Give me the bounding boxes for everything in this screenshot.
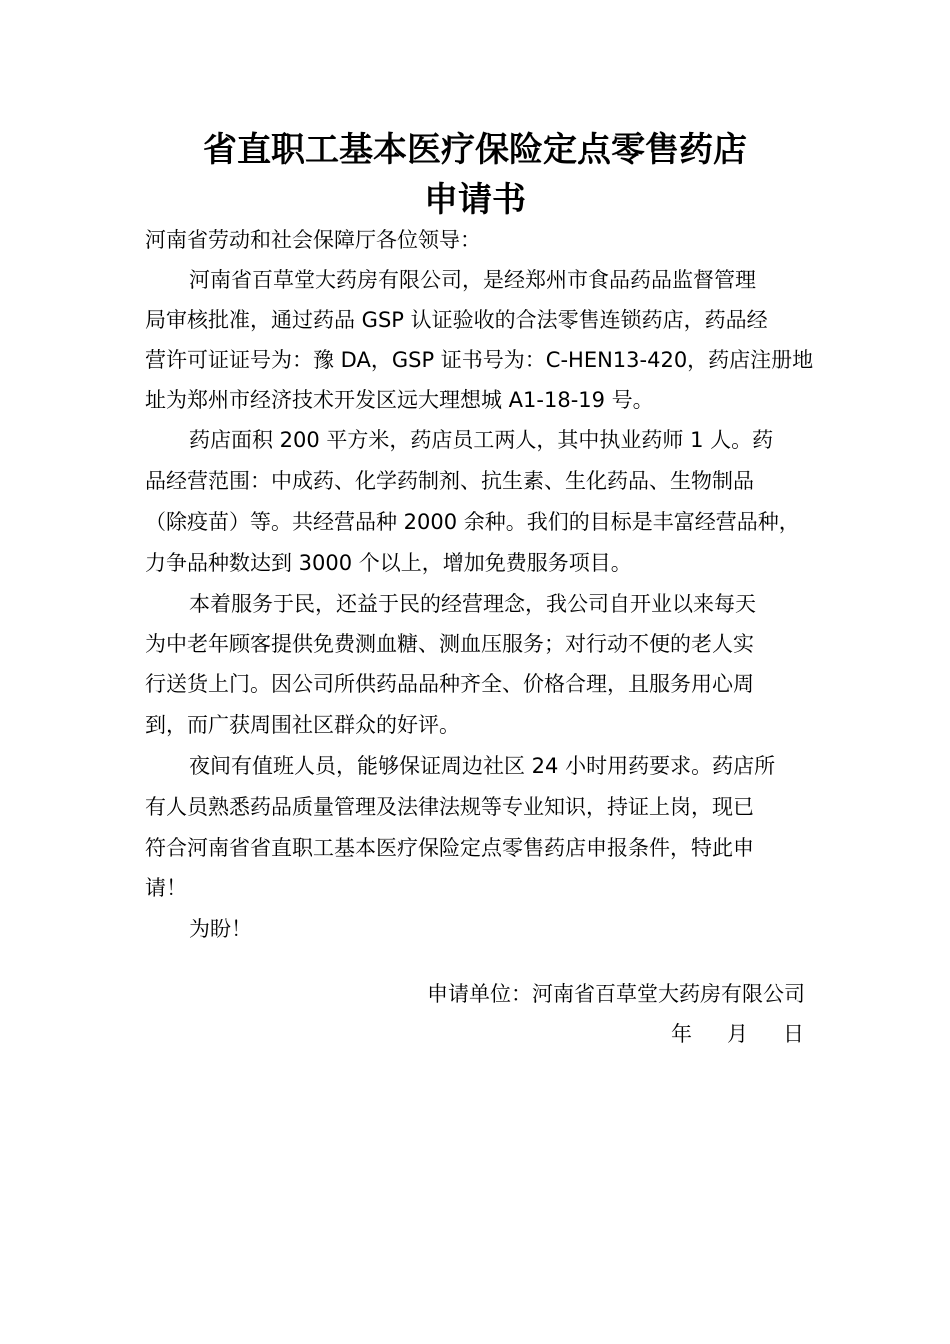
date-month-label: 月 (727, 1022, 748, 1046)
paragraph-line: 行送货上门。因公司所供药品品种齐全、价格合理，且服务用心周 (145, 672, 754, 696)
date-year-label: 年 (671, 1022, 692, 1046)
paragraph-line: 为中老年顾客提供免费测血糖、测血压服务；对行动不便的老人实 (145, 632, 754, 656)
signature-line: 申请单位：河南省百草堂大药房有限公司 (427, 982, 805, 1006)
paragraph-line: 营许可证证号为：豫 DA，GSP 证书号为：C-HEN13-420，药店注册地 (145, 348, 814, 372)
date-line (671, 1014, 805, 1054)
paragraph-line: 力争品种数达到 3000 个以上，增加免费服务项目。 (145, 551, 632, 575)
closing-line: 为盼！ (189, 917, 252, 941)
document-subtitle: 申请书 (424, 180, 526, 220)
paragraph-line: 请！ (145, 876, 187, 900)
paragraph-line: 址为郑州市经济技术开发区远大理想城 A1-18-19 号。 (145, 388, 654, 412)
paragraph-line: 药店面积 200 平方米，药店员工两人，其中执业药师 1 人。药 (189, 428, 774, 452)
paragraph-line: 局审核批准，通过药品 GSP 认证验收的合法零售连锁药店，药品经 (145, 308, 768, 332)
document-title: 省直职工基本医疗保险定点零售药店 (203, 130, 747, 170)
paragraph-line: 本着服务于民，还益于民的经营理念，我公司自开业以来每天 (189, 592, 756, 616)
paragraph-line: 有人员熟悉药品质量管理及法律法规等专业知识，持证上岗，现已 (145, 795, 754, 819)
paragraph-line: 河南省百草堂大药房有限公司，是经郑州市食品药品监督管理 (189, 268, 756, 292)
paragraph-line: 到，而广获周围社区群众的好评。 (145, 713, 460, 737)
date-day-label: 日 (783, 1022, 804, 1046)
paragraph-line: 品经营范围：中成药、化学药制剂、抗生素、生化药品、生物制品 (145, 469, 754, 493)
paragraph-line: 夜间有值班人员，能够保证周边社区 24 小时用药要求。药店所 (189, 754, 776, 778)
paragraph-line: 符合河南省省直职工基本医疗保险定点零售药店申报条件，特此申 (145, 836, 754, 860)
salutation: 河南省劳动和社会保障厅各位领导： (145, 228, 481, 252)
paragraph-line: （除疫苗）等。共经营品种 2000 余种。我们的目标是丰富经营品种， (145, 510, 800, 534)
